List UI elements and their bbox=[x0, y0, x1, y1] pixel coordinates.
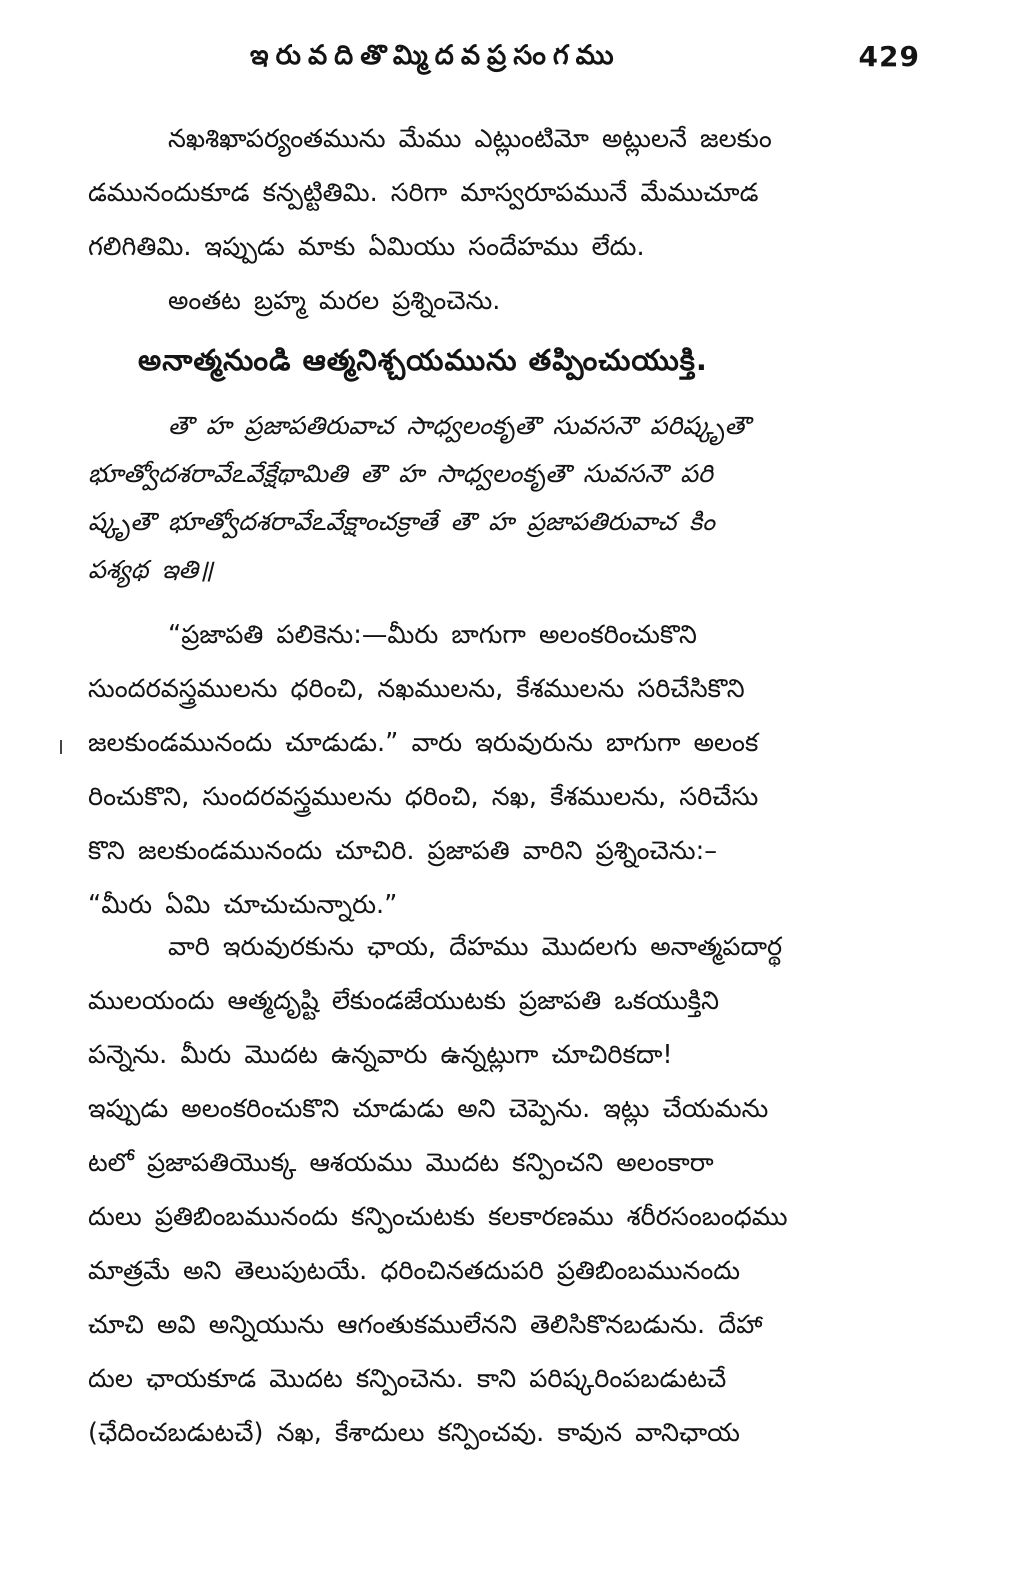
text-line: (ఛేదించబడుటచే) నఖ, కేశాదులు కన్పించవు. కావున వానిఛాయ bbox=[88, 1418, 740, 1448]
text-line: ములయందు ఆత్మదృష్టి లేకుండజేయుటకు ప్రజాపతి ఒకయుక్తిని bbox=[88, 986, 720, 1016]
paragraph-4 bbox=[88, 920, 920, 1460]
paragraph-3 bbox=[88, 608, 920, 932]
text-line: రించుకొని, సుందరవస్త్రములను ధరించి, నఖ, కేశములను, సరిచేసు bbox=[88, 782, 759, 812]
text-line: నఖశిఖాపర్యంతమును మేము ఎట్లుంటిమో అట్లులనే జలకుం bbox=[168, 124, 772, 154]
sloka-line: తౌ హ ప్రజాపతిరువాచ సాధ్వలంకృతౌ సువసనౌ పరిష్కృతౌ bbox=[168, 411, 750, 440]
text-line: కొని జలకుండమునందు చూచిరి. ప్రజాపతి వారిని ప్రశ్నించెను:– bbox=[88, 836, 717, 866]
text-line: “ప్రజాపతి పలికెను:—మీరు బాగుగా అలంకరించుకొని bbox=[168, 620, 697, 650]
text-line: దులు ప్రతిబింబమునందు కన్పించుటకు కలకారణము శరీరసంబంధము bbox=[88, 1202, 788, 1232]
text-line: మాత్రమే అని తెలుపుటయే. ధరించినతదుపరి ప్రతిబింబమునందు bbox=[88, 1256, 741, 1286]
sloka-line: భూత్వోదశరావేఽవేక్షేథామితి తౌ హ సాధ్వలంకృతౌ సువసనౌ పరి bbox=[88, 459, 713, 488]
text-line: అంతట బ్రహ్మ మరల ప్రశ్నించెను. bbox=[168, 286, 501, 316]
text-line: టలో ప్రజాపతియొక్క ఆశయము మొదట కన్పించని అలంకారా bbox=[88, 1148, 714, 1178]
text-line: చూచి అవి అన్నియును ఆగంతుకములేనని తెలిసికొనబడును. దేహా bbox=[88, 1310, 763, 1340]
sloka-line: పశ్యథ ఇతి॥ bbox=[88, 555, 214, 584]
margin-mark bbox=[60, 740, 62, 754]
sanskrit-sloka bbox=[88, 402, 920, 594]
running-title: ఇరువదితొమ్మిదవప్రసంగము bbox=[250, 40, 621, 71]
text-line: జలకుండమునందు చూడుడు.” వారు ఇరువురును బాగుగా అలంక bbox=[88, 728, 759, 758]
text-line: పన్నెను. మీరు మొదట ఉన్నవారు ఉన్నట్లుగా చూచిరికదా! bbox=[88, 1040, 673, 1070]
text-line: “మీరు ఏమి చూచుచున్నారు.” bbox=[88, 890, 398, 920]
section-heading: అనాత్మనుండి ఆత్మనిశ్చయమును తప్పించుయుక్తి. bbox=[138, 343, 708, 377]
text-line: డమునందుకూడ కన్పట్టితిమి. సరిగా మాస్వరూపమునే మేముచూడ bbox=[88, 178, 759, 208]
text-line: దుల ఛాయకూడ మొదట కన్పించెను. కాని పరిష్కరింపబడుటచే bbox=[88, 1364, 727, 1394]
paragraph-2 bbox=[88, 274, 920, 328]
text-line: గలిగితిమి. ఇప్పుడు మాకు ఏమియు సందేహము లేదు. bbox=[88, 232, 645, 262]
page-header bbox=[250, 40, 920, 90]
paragraph-1 bbox=[88, 112, 920, 274]
page-number: 429 bbox=[858, 40, 920, 73]
text-line: వారి ఇరువురకును ఛాయ, దేహము మొదలగు అనాత్మపదార్థ bbox=[168, 932, 783, 962]
text-line: సుందరవస్త్రములను ధరించి, నఖములను, కేశములను సరిచేసికొని bbox=[88, 674, 745, 704]
text-line: ఇప్పుడు అలంకరించుకొని చూడుడు అని చెప్పెను. ఇట్లు చేయమను bbox=[88, 1094, 769, 1124]
sloka-line: ష్కృతౌ భూత్వోదశరావేఽవేక్షాంచక్రాతే తౌ హ ప్రజాపతిరువాచ కిం bbox=[88, 507, 715, 536]
